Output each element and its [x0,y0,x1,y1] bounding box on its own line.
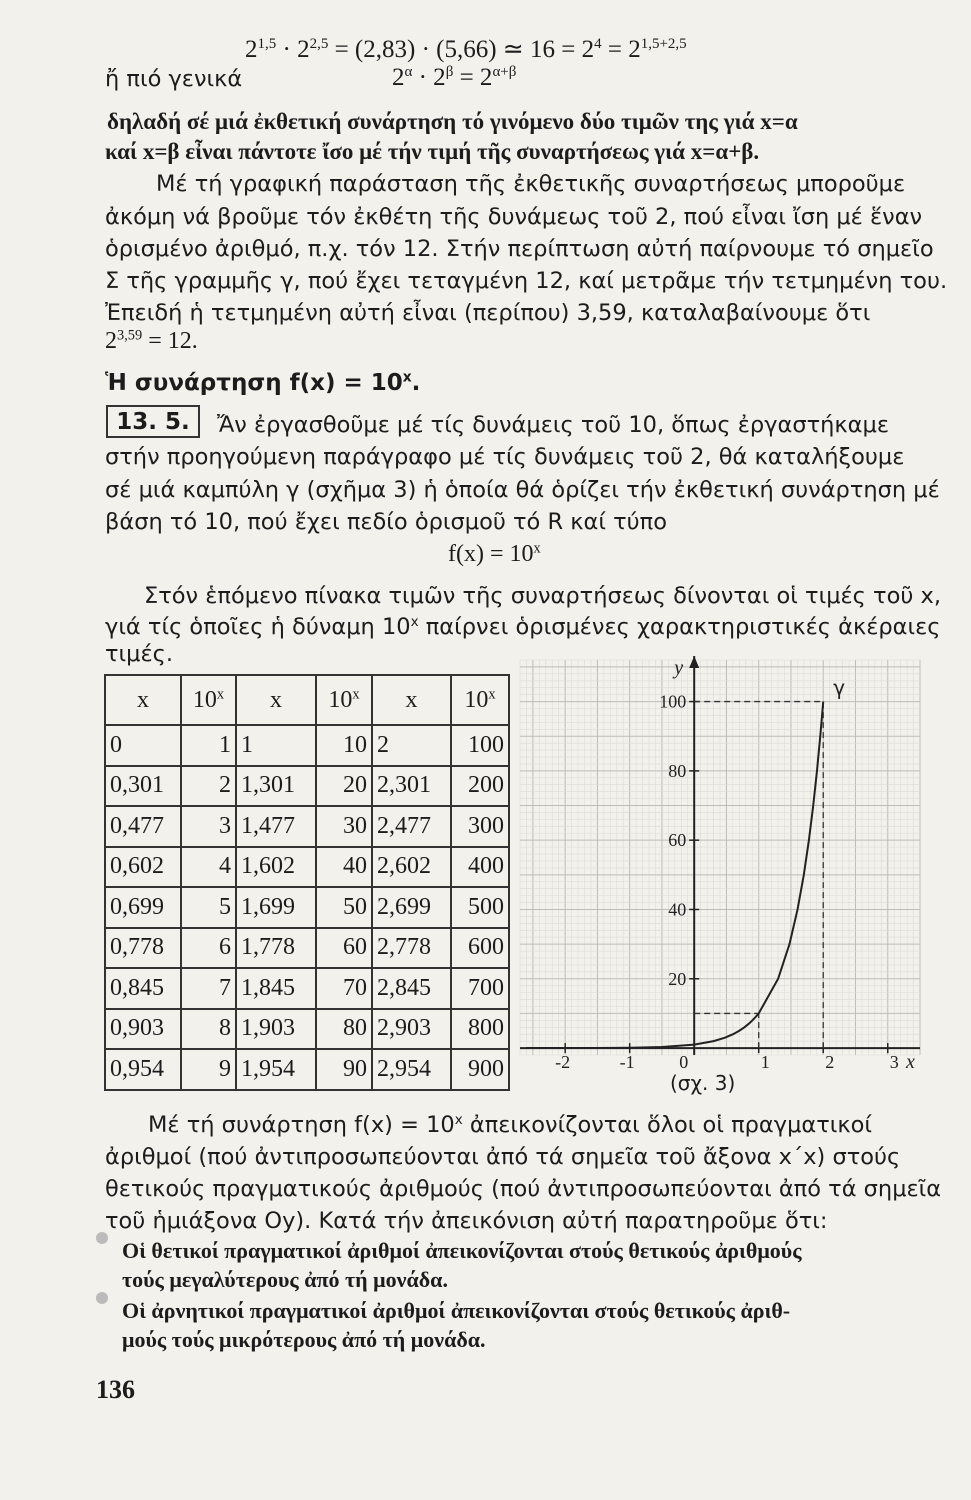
table-cell-x: 2,845 [372,968,451,1009]
para1-line-4: Σ τῆς γραμμῆς γ, πού ἔχει τεταγμένη 12, καί μετρᾶμε τήν τετμημένη του. [105,268,948,294]
table-row [105,806,509,847]
graph-labels [555,657,915,1070]
table-row [105,847,509,888]
table-cell-x: 1 [236,725,316,766]
bullet-2-line-1: Οἱ ἀρνητικοί πραγματικοί ἀριθμοί ἀπεικονίζονται στούς θετικούς ἀριθ- [122,1298,791,1323]
table-header-10x: 10$^x$ [451,675,509,725]
values-table [104,674,510,1091]
para1-line-2: ἀκόμη νά βροῦμε τόν ἐκθέτη τῆς δυνάμεως τοῦ 2, πού εἶναι ἴση μέ ἕναν [105,204,923,230]
table-cell-x: 1,301 [236,766,316,807]
y-tick-label: 40 [668,899,687,920]
table-cell-x: 1,699 [236,887,316,928]
para1-result: $2^{3,59} = 12$. [105,327,198,354]
table-cell-x: 1,602 [236,847,316,888]
table-intro-line-2: γιά τίς ὁποῖες ἡ δύναμη 10$^x$ παίρνει ὁρισμένες χαρακτηριστικές ἀκέραιες [105,613,941,640]
equation-general: $2^\alpha \cdot 2^\beta = 2^{\alpha+\beta}$ [392,64,517,91]
curve-label: γ [833,675,846,700]
formula-f-x: $f(x) = 10^x$ [448,540,541,567]
x-tick-label: -2 [555,1052,571,1070]
y-axis-arrow [689,656,699,668]
page-number: 136 [96,1375,135,1404]
table-cell-10x: 5 [181,887,236,928]
table-cell-10x: 8 [181,1009,236,1050]
table-cell-x: 0,477 [105,806,181,847]
bullet-dot [96,1292,108,1304]
table-cell-10x: 7 [181,968,236,1009]
table-intro-line-3: τιμές. [105,641,173,667]
table-cell-10x: 40 [316,847,372,888]
bottom-line-1: Μέ τή συνάρτηση $f(x) = 10^x$ ἀπεικονίζονται ὅλοι οἱ πραγματικοί [148,1111,873,1138]
table-cell-x: 0,954 [105,1049,181,1090]
table-cell-x: 0,903 [105,1009,181,1050]
table-cell-10x: 50 [316,887,372,928]
table-cell-10x: 6 [181,928,236,969]
table-cell-10x: 3 [181,806,236,847]
table-cell-x: 2 [372,725,451,766]
figure-caption: (σχ. 3) [670,1071,736,1095]
table-cell-x: 1,903 [236,1009,316,1050]
generally-label: ἤ πιό γενικά [105,66,243,92]
table-cell-x: 2,699 [372,887,451,928]
table-row [105,725,509,766]
table-cell-10x: 30 [316,806,372,847]
exponential-graph [508,645,928,1070]
y-tick-label: 60 [668,830,687,851]
section-heading: Ἡ συνάρτηση $f(x) = 10^x$. [105,369,421,396]
section-first-line: Ἄν ἐργασθοῦμε μέ τίς δυνάμεις τοῦ 10, ὅπως ἐργαστήκαμε [217,412,889,438]
table-row [105,766,509,807]
table-cell-10x: 9 [181,1049,236,1090]
table-cell-x: 1,477 [236,806,316,847]
table-cell-x: 1,778 [236,928,316,969]
table-cell-10x: 900 [451,1049,509,1090]
table-cell-x: 2,903 [372,1009,451,1050]
table-row [105,887,509,928]
table-header-10x: 10$^x$ [316,675,372,725]
table-header-x: x [372,675,451,725]
section-line-2: στήν προηγούμενη παράγραφο μέ τίς δυνάμεις τοῦ 2, θά καταλήξουμε [105,444,905,470]
table-cell-10x: 20 [316,766,372,807]
para1-line-1: Μέ τή γραφική παράσταση τῆς ἐκθετικῆς συναρτήσεως μποροῦμε [156,171,906,197]
table-cell-10x: 400 [451,847,509,888]
table-cell-x: 0,699 [105,887,181,928]
table-cell-10x: 60 [316,928,372,969]
x-tick-label: -1 [619,1052,635,1070]
table-row [105,928,509,969]
table-header-10x: 10$^x$ [181,675,236,725]
table-cell-x: 2,602 [372,847,451,888]
table-cell-x: 1,845 [236,968,316,1009]
table-cell-x: 0 [105,725,181,766]
section-line-4: βάση τό 10, πού ἔχει πεδίο ὁρισμοῦ τό R καί τύπο [105,509,667,535]
table-cell-x: 2,778 [372,928,451,969]
table-cell-x: 2,477 [372,806,451,847]
x-axis-label: x [906,1051,915,1070]
para1-line-3: ὁρισμένο ἀριθμό, π.χ. τόν 12. Στήν περίπτωση αὐτή παίρνουμε τό σημεῖο [105,236,934,262]
table-header-row [105,675,509,725]
table-cell-x: 2,301 [372,766,451,807]
table-cell-10x: 600 [451,928,509,969]
table-cell-x: 0,602 [105,847,181,888]
table-cell-10x: 800 [451,1009,509,1050]
table-cell-10x: 700 [451,968,509,1009]
section-number-box: 13. 5. [106,405,200,438]
x-tick-label: 2 [825,1052,835,1070]
bold-statement-line-1: δηλαδή σέ μιά ἐκθετική συνάρτηση τό γινόμενο δύο τιμῶν της γιά x=α [107,109,798,134]
table-cell-10x: 200 [451,766,509,807]
table-cell-x: 2,954 [372,1049,451,1090]
table-cell-10x: 1 [181,725,236,766]
bullet-1-line-2: τούς μεγαλύτερους ἀπό τή μονάδα. [122,1267,448,1292]
table-cell-x: 1,954 [236,1049,316,1090]
table-cell-10x: 4 [181,847,236,888]
table-cell-10x: 10 [316,725,372,766]
table-row [105,1009,509,1050]
table-cell-10x: 100 [451,725,509,766]
bottom-line-4: τοῦ ἡμιάξονα Oy). Κατά τήν ἀπεικόνιση αὐτή παρατηροῦμε ὅτι: [105,1208,828,1234]
table-header-x: x [105,675,181,725]
table-cell-10x: 80 [316,1009,372,1050]
table-header-x: x [236,675,316,725]
section-line-3: σέ μιά καμπύλη γ (σχῆμα 3) ἡ ὁποία θά ὁρίζει τήν ἐκθετική συνάρτηση μέ [105,477,940,503]
table-intro-line-1: Στόν ἑπόμενο πίνακα τιμῶν τῆς συναρτήσεως δίνονται οἱ τιμές τοῦ x, [144,583,941,609]
bullet-1-line-1: Οἱ θετικοί πραγματικοί ἀριθμοί ἀπεικονίζονται στούς θετικούς ἀριθμούς [122,1238,802,1263]
y-axis-label: y [674,657,684,679]
y-tick-label: 80 [668,760,687,781]
table-cell-10x: 300 [451,806,509,847]
table-cell-x: 0,845 [105,968,181,1009]
table-cell-x: 0,778 [105,928,181,969]
y-tick-label: 20 [668,968,687,989]
x-tick-label: 3 [889,1052,899,1070]
table-cell-10x: 2 [181,766,236,807]
x-tick-label: 0 [679,1052,689,1070]
bold-statement-line-2: καί x=β εἶναι πάντοτε ἴσο μέ τήν τιμή τῆς συναρτήσεως γιά x=α+β. [105,139,760,164]
x-tick-label: 1 [760,1052,770,1070]
table-cell-x: 0,301 [105,766,181,807]
table-cell-10x: 70 [316,968,372,1009]
table-cell-10x: 90 [316,1049,372,1090]
equation-product-powers: $2^{1,5} \cdot 2^{2,5} = (2,83) \cdot (5,66)$ ≃ $16 = 2^4 = 2^{1,5+2,5}$ [245,36,687,63]
para1-line-5: Ἐπειδή ἡ τετμημένη αὐτή εἶναι (περίπου) 3,59, καταλαβαίνουμε ὅτι [105,300,871,326]
bullet-dot [96,1232,108,1244]
bullet-2-line-2: μούς τούς μικρότερους ἀπό τή μονάδα. [122,1327,486,1352]
bottom-line-2: ἀριθμοί (πού ἀντιπροσωπεύονται ἀπό τά σημεῖα τοῦ ἄξονα x΄x) στούς [105,1144,901,1170]
graph-grid [520,660,920,1055]
table-row [105,968,509,1009]
y-tick-label: 100 [659,691,687,712]
bottom-line-3: θετικούς πραγματικούς ἀριθμούς (πού ἀντιπροσωπεύονται ἀπό τά σημεῖα [105,1176,942,1202]
table-row [105,1049,509,1090]
table-cell-10x: 500 [451,887,509,928]
